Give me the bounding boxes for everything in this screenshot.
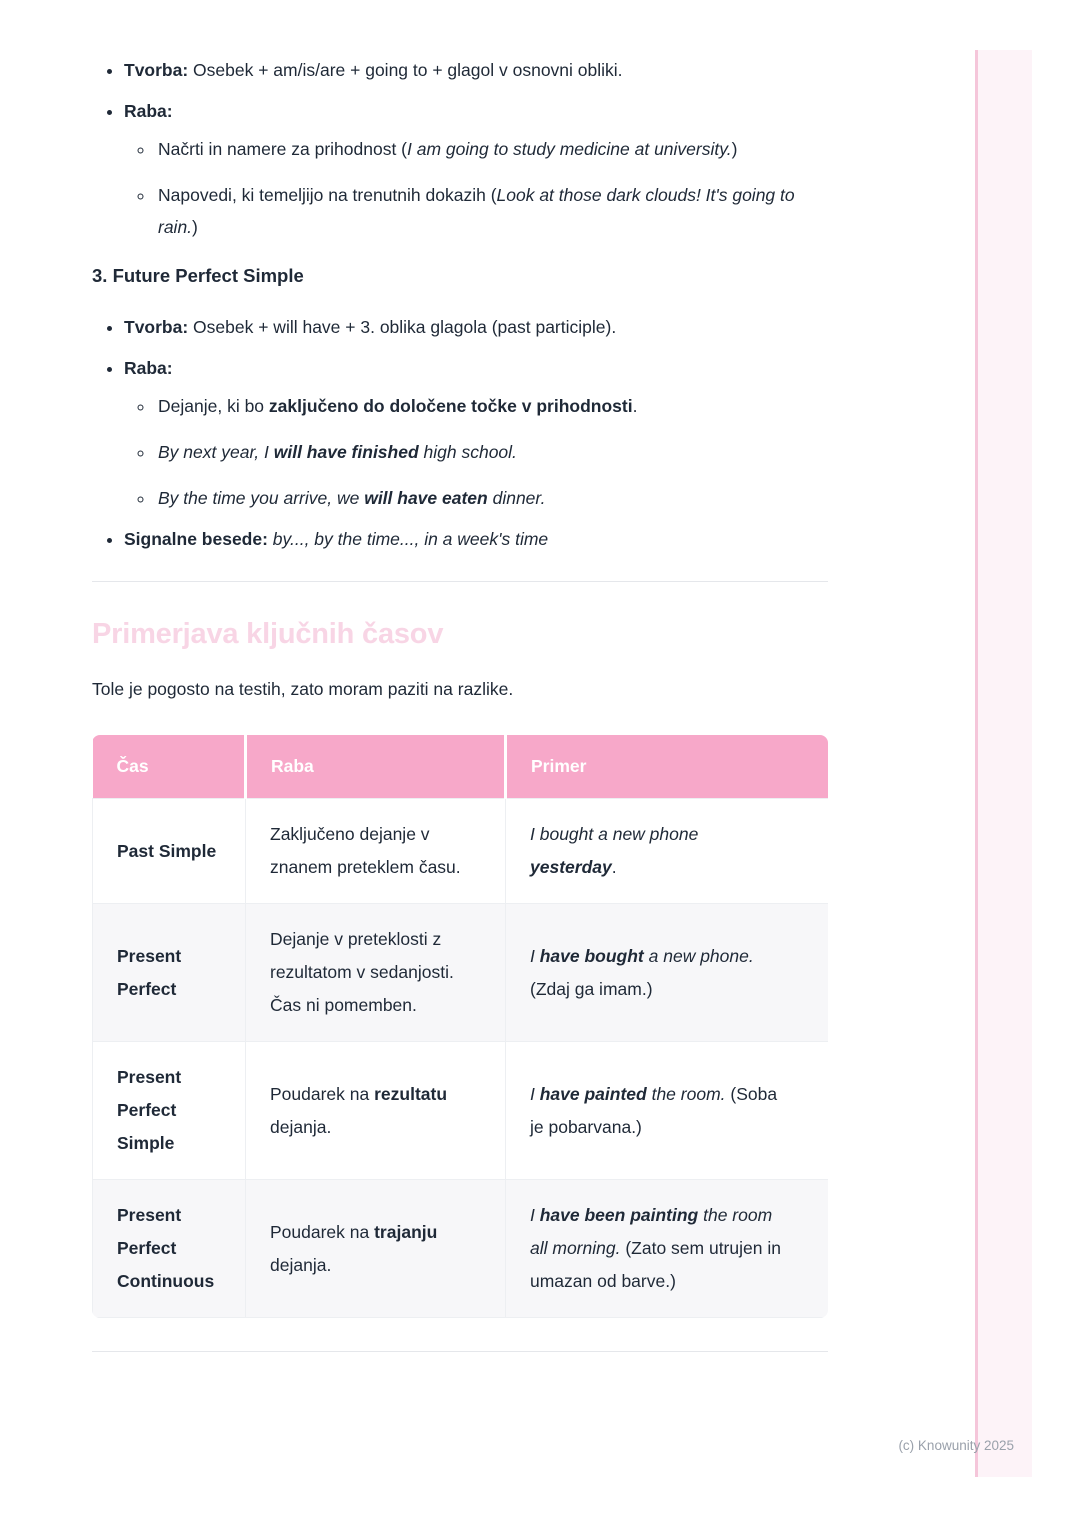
going-to-raba-label: Raba: <box>124 101 173 121</box>
footer-copyright: (c) Knowunity 2025 <box>898 1438 1014 1453</box>
going-to-raba-subitem-predictions: ◦ Napovedi, ki temeljijo na trenutnih dokazih (Look at those dark clouds! It's going to rain.) <box>155 179 800 243</box>
comparison-table-body <box>93 799 829 1318</box>
column-header-primer: Primer <box>506 735 829 799</box>
table-row <box>93 904 829 1042</box>
future-perfect-bullet-list <box>92 311 828 555</box>
comparison-table <box>92 735 828 1318</box>
primer-text: I have painted the room. (Soba je pobarvana.) <box>530 1083 778 1137</box>
raba-cell-past-simple <box>246 799 506 904</box>
raba-text: Poudarek na trajanju dejanja. <box>270 1221 438 1275</box>
going-to-raba-subitem-plans: ◦ Načrti in namere za prihodnost (I am going to study medicine at university.) <box>155 133 800 165</box>
comparison-table-header <box>93 735 829 799</box>
comparison-heading: Primerjava ključnih časov <box>92 618 444 650</box>
document-content <box>92 54 828 1352</box>
comparison-table-wrapper <box>92 735 828 1318</box>
going-to-tvorba-item: • Tvorba: Osebek + am/is/are + going to + glagol v osnovni obliki. <box>124 54 828 86</box>
primer-text: I have been painting the room all morning. (Zato sem utrujen in umazan od barve.) <box>530 1205 781 1291</box>
raba-cell-present-perfect-continuous <box>246 1180 506 1318</box>
table-row <box>93 1042 829 1180</box>
table-row <box>93 799 829 904</box>
raba-text: Poudarek na rezultatu dejanja. <box>270 1083 448 1137</box>
page-accent-side-bar <box>975 50 1032 1477</box>
primer-cell-present-perfect-continuous <box>506 1180 829 1318</box>
future-perfect-heading: 3. Future Perfect Simple <box>92 265 304 286</box>
future-perfect-raba-subitem-example-1: ◦ By next year, I will have finished high school. <box>155 436 800 468</box>
tense-cell-past-simple: Past Simple <box>93 799 246 904</box>
raba-text: Zaključeno dejanje v znanem preteklem času. <box>270 824 461 877</box>
comparison-intro-text: Tole je pogosto na testih, zato moram paziti na razlike. <box>92 679 514 699</box>
section-divider <box>92 581 828 582</box>
primer-cell-past-simple <box>506 799 829 904</box>
column-header-raba: Raba <box>246 735 506 799</box>
going-to-raba-item <box>124 95 828 243</box>
future-perfect-signal-words-item: • Signalne besede: by..., by the time..., in a week's time <box>124 523 828 555</box>
primer-cell-present-perfect <box>506 904 829 1042</box>
tense-cell-present-perfect: Present Perfect <box>93 904 246 1042</box>
future-perfect-tvorba-item: • Tvorba: Osebek + will have + 3. oblika glagola (past participle). <box>124 311 828 343</box>
raba-cell-present-perfect <box>246 904 506 1042</box>
going-to-bullet-list <box>92 54 828 243</box>
tense-cell-present-perfect-continuous: Present Perfect Continuous <box>93 1180 246 1318</box>
future-perfect-raba-item <box>124 352 828 514</box>
table-row <box>93 1180 829 1318</box>
bottom-divider <box>92 1351 828 1352</box>
primer-text: I have bought a new phone. (Zdaj ga imam.) <box>530 945 754 999</box>
primer-cell-present-perfect-simple <box>506 1042 829 1180</box>
raba-cell-present-perfect-simple <box>246 1042 506 1180</box>
future-perfect-raba-label: Raba: <box>124 358 173 378</box>
future-perfect-raba-sublist <box>124 390 828 514</box>
future-perfect-raba-subitem-example-2: ◦ By the time you arrive, we will have eaten dinner. <box>155 482 800 514</box>
going-to-raba-sublist <box>124 133 828 243</box>
raba-text: Dejanje v preteklosti z rezultatom v sedanjosti. Čas ni pomemben. <box>270 929 454 1015</box>
column-header-cas: Čas <box>93 735 246 799</box>
future-perfect-raba-subitem-usage: ◦ Dejanje, ki bo zaključeno do določene točke v prihodnosti. <box>155 390 800 422</box>
tense-cell-present-perfect-simple: Present Perfect Simple <box>93 1042 246 1180</box>
table-header-row <box>93 735 829 799</box>
primer-text: I bought a new phone yesterday. <box>530 824 699 877</box>
